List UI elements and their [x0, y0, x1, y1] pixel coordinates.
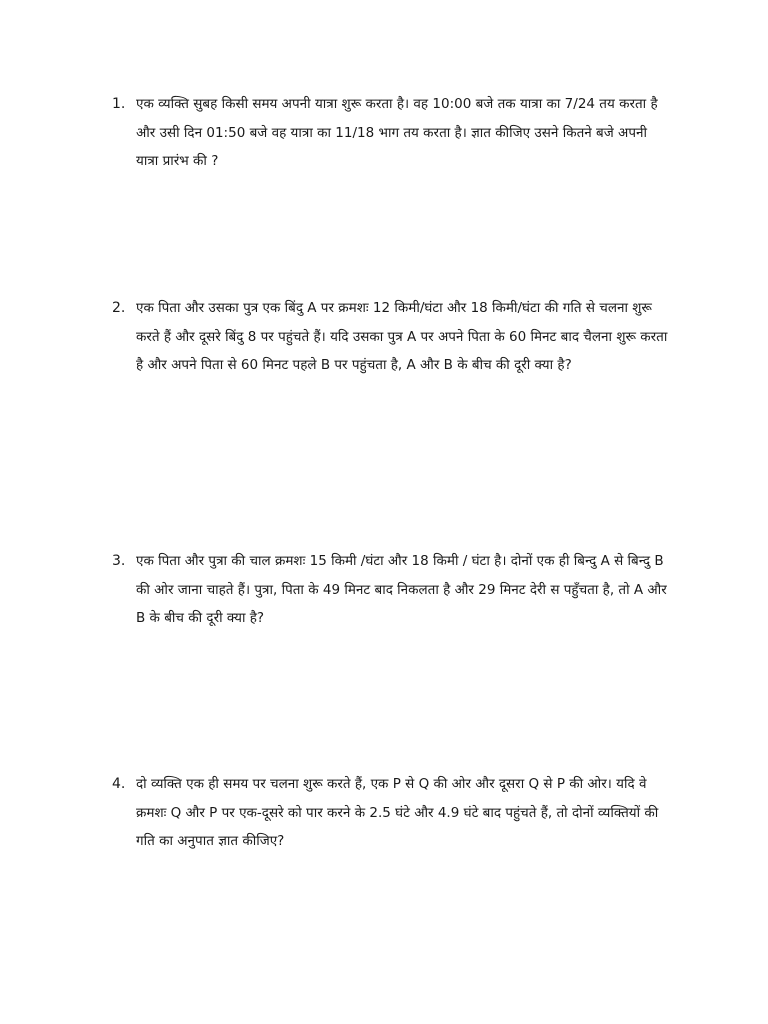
question-text: दो व्यक्ति एक ही समय पर चलना शुरू करते हैं, एक P से Q की ओर और दूसरा Q से P की ओर। यदि वे क्रमशः Q और P पर एक-दूसरे को पार करने के 2.5 घंटे और 4.9 घंटे बाद पहुंचते हैं, तो दोनों व्यक्तियों की गति का अनुपात ज्ञात कीजिए?: [136, 776, 659, 849]
question-4: [112, 770, 672, 856]
question-1: [112, 90, 672, 176]
question-number: 1.: [112, 96, 126, 112]
question-3: [112, 547, 672, 633]
question-text: एक व्यक्ति सुबह किसी समय अपनी यात्रा शुरू करता है। वह 10:00 बजे तक यात्रा का 7/24 तय करता है और उसी दिन 01:50 बजे वह यात्रा का 11/18 भाग तय करता है। ज्ञात कीजिए उसने कितने बजे अपनी यात्रा प्रारंभ की ?: [136, 96, 658, 169]
question-2: [112, 294, 672, 380]
question-number: 2.: [112, 300, 126, 316]
question-number: 4.: [112, 776, 126, 792]
question-number: 3.: [112, 553, 126, 569]
question-text: एक पिता और उसका पुत्र एक बिंदु A पर क्रमशः 12 किमी/घंटा और 18 किमी/घंटा की गति से चलना शुरू करते हैं और दूसरे बिंदु 8 पर पहुंचते हैं। यदि उसका पुत्र A पर अपने पिता के 60 मिनट बाद चैलना शुरू करता है और अपने पिता से 60 मिनट पहले B पर पहुंचता है, A और B के बीच की दूरी क्या है?: [136, 300, 668, 373]
question-text: एक पिता और पुत्रा की चाल क्रमशः 15 किमी /घंटा और 18 किमी / घंटा है। दोनों एक ही बिन्दु A से बिन्दु B की ओर जाना चाहते हैं। पुत्रा, पिता के 49 मिनट बाद निकलता है और 29 मिनट देरी स पहुँचता है, तो A और B के बीच की दूरी क्या है?: [136, 553, 667, 626]
